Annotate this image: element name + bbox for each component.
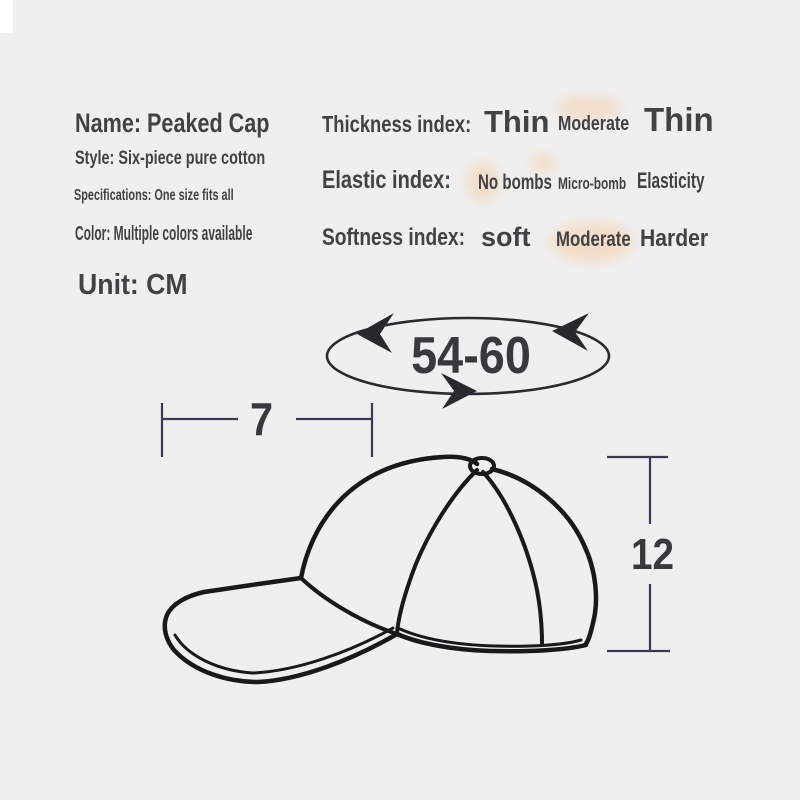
cap-crown-right-outline xyxy=(492,469,596,645)
brim-width-value: 7 xyxy=(250,393,274,445)
thickness-index-value: Thin xyxy=(484,104,550,139)
thickness-option-thin: Thin xyxy=(644,101,714,138)
product-style-line: Style: Six-piece pure cotton xyxy=(75,148,266,169)
product-name-line: Name: Peaked Cap xyxy=(75,108,270,138)
product-unit-line: Unit: CM xyxy=(78,269,188,301)
product-color-line: Color: Multiple colors available xyxy=(75,223,253,245)
cap-back-seam xyxy=(483,472,542,643)
elastic-option-elasticity: Elasticity xyxy=(637,168,705,193)
cap-height-value: 12 xyxy=(631,530,675,579)
circumference-arrow-left xyxy=(357,313,394,353)
cap-brim-outline xyxy=(165,578,397,682)
elastic-index-label: Elastic index: xyxy=(322,166,451,194)
softness-option-moderate: Moderate xyxy=(556,228,631,251)
product-specs-line: Specifications: One size fits all xyxy=(74,187,234,204)
thickness-index-label: Thickness index: xyxy=(322,111,472,137)
softness-option-harder: Harder xyxy=(640,225,709,252)
circumference-value: 54-60 xyxy=(411,327,531,385)
softness-index-label: Softness index: xyxy=(322,224,465,251)
thickness-option-moderate: Moderate xyxy=(558,113,630,135)
cap-front-seam xyxy=(397,470,477,633)
elastic-option-micro-bomb: Micro-bomb xyxy=(558,174,627,193)
softness-index-value: soft xyxy=(481,222,531,252)
cap-outline-group xyxy=(165,457,596,682)
cap-crown-left-outline xyxy=(301,457,477,578)
cap-brim-inner-line xyxy=(175,628,393,673)
cap-front-bottom-edge xyxy=(301,578,397,634)
elastic-option-no-bombs: No bombs xyxy=(478,171,552,194)
circumference-arrow-right xyxy=(552,313,589,351)
